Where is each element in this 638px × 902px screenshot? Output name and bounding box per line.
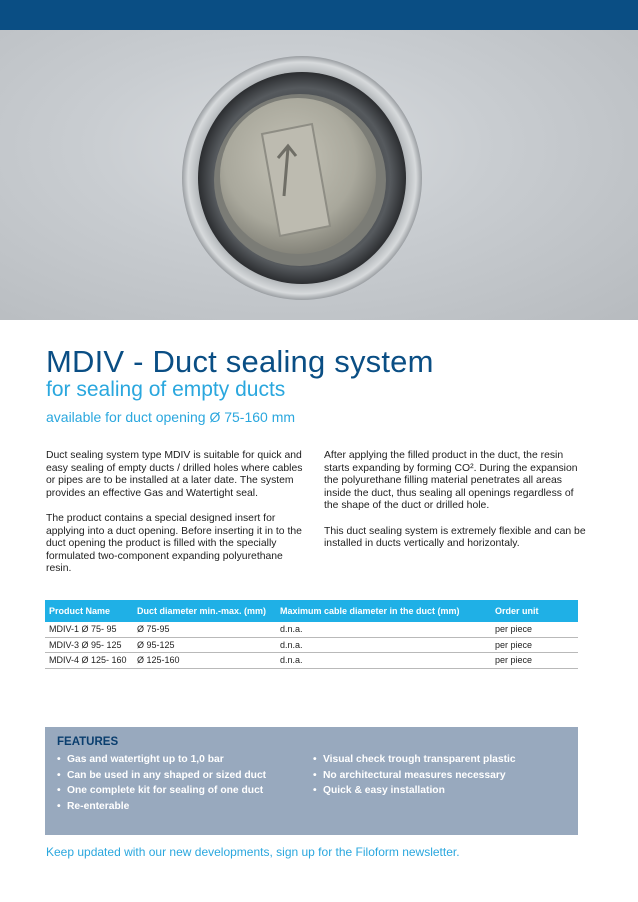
table-cell: MDIV-3 Ø 95- 125 — [45, 637, 133, 653]
table-cell: MDIV-1 Ø 75- 95 — [45, 622, 133, 637]
duct-seal-photo-icon — [0, 30, 638, 320]
paragraph: Duct sealing system type MDIV is suitable for quick and easy sealing of empty ducts / drilled holes where cables or pipes are to be installed at a later date. The system provides an effective Gas and Watertight seal. — [46, 450, 303, 499]
features-title: FEATURES — [57, 736, 119, 748]
top-bar — [0, 0, 638, 30]
feature-item — [313, 768, 516, 784]
features-list-left — [57, 752, 266, 814]
feature-text: One complete kit for sealing of one duct — [67, 785, 264, 796]
column-header: Maximum cable diameter in the duct (mm) — [276, 600, 491, 622]
table-cell: per piece — [491, 637, 578, 653]
table-cell: MDIV-4 Ø 125- 160 — [45, 653, 133, 669]
table-cell: d.n.a. — [276, 653, 491, 669]
paragraph: The product contains a special designed insert for applying into a duct opening. Before inserting it in to the duct opening the product is filled with the specially formulated two-component expanding polyurethane resin. — [46, 512, 302, 575]
table-cell: Ø 95-125 — [133, 637, 276, 653]
feature-item — [57, 768, 266, 784]
feature-item — [313, 752, 516, 768]
bullet-icon: • — [313, 785, 317, 796]
features-list-right — [313, 752, 516, 799]
page-title: MDIV - Duct sealing system — [46, 344, 434, 379]
table-cell: per piece — [491, 653, 578, 669]
column-header: Order unit — [491, 600, 578, 622]
table-cell: d.n.a. — [276, 637, 491, 653]
feature-item — [313, 783, 516, 799]
paragraph: After applying the filled product in the duct, the resin starts expanding by forming CO². During the expansion the polyurethane filling material penetrates all areas inside the duct, thus sealing all openings regardless of the shape of the duct or drilled hole. — [324, 450, 578, 512]
newsletter-link[interactable]: Keep updated with our new developments, sign up for the Filoform newsletter. — [46, 845, 460, 859]
paragraph: This duct sealing system is extremely flexible and can be installed in ducts vertically and horizontaly. — [324, 525, 586, 550]
spec-table — [45, 600, 578, 669]
table-row — [45, 637, 578, 653]
feature-text: Re-enterable — [67, 800, 130, 812]
feature-text: Can be used in any shaped or sized duct — [67, 769, 267, 781]
description-right — [324, 450, 586, 563]
bullet-icon: • — [57, 800, 61, 812]
table-cell: Ø 125-160 — [133, 653, 276, 669]
bullet-icon: • — [57, 769, 61, 781]
table-cell: per piece — [491, 622, 578, 637]
feature-item — [57, 783, 266, 799]
table-row — [45, 622, 578, 637]
page-subtitle: for sealing of empty ducts — [46, 378, 286, 401]
features-box — [45, 727, 578, 835]
product-photo — [0, 30, 638, 320]
duct-range-note: available for duct opening Ø 75-160 mm — [46, 409, 296, 425]
feature-text: No architectural measures necessary — [323, 769, 506, 781]
bullet-icon: • — [313, 769, 317, 781]
column-header: Duct diameter min.-max. (mm) — [133, 600, 276, 622]
feature-item — [57, 752, 266, 768]
bullet-icon: • — [57, 785, 61, 796]
description-left — [46, 450, 308, 589]
feature-text: Visual check trough transparent plastic — [323, 754, 516, 765]
feature-text: Gas and watertight up to 1,0 bar — [67, 754, 224, 765]
table-row — [45, 653, 578, 669]
feature-text: Quick & easy installation — [323, 785, 445, 796]
feature-item — [57, 799, 266, 815]
table-cell: Ø 75-95 — [133, 622, 276, 637]
table-cell: d.n.a. — [276, 622, 491, 637]
table-header-row — [45, 600, 578, 622]
bullet-icon: • — [313, 754, 317, 765]
column-header: Product Name — [45, 600, 133, 622]
bullet-icon: • — [57, 754, 61, 765]
